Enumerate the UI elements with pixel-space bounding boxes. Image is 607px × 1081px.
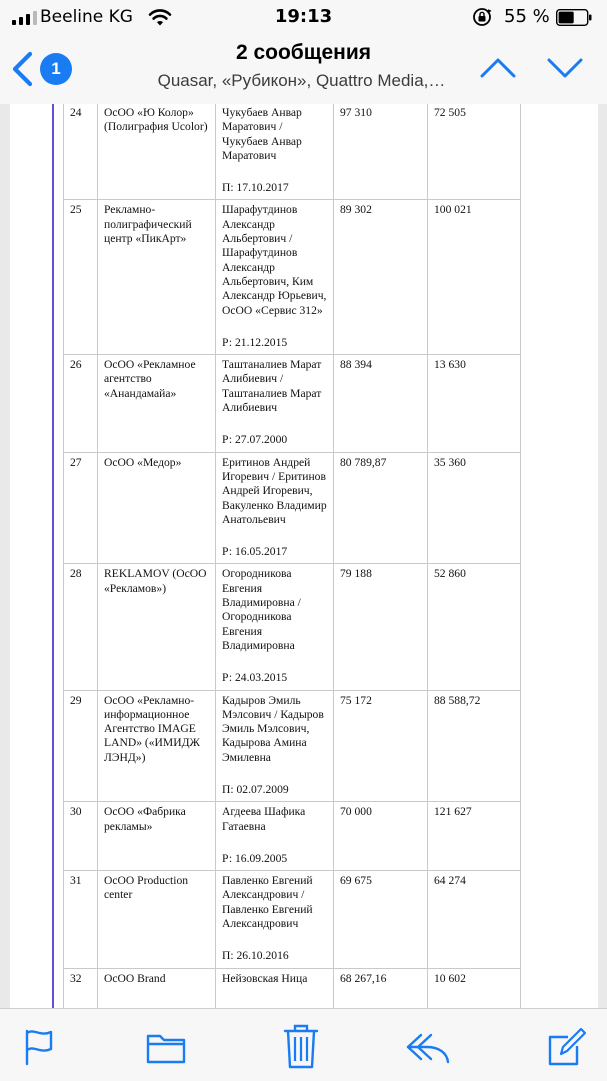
- owner-cell: [216, 452, 334, 564]
- registration-date: П: 26.10.2016: [222, 949, 289, 963]
- reply-button[interactable]: [405, 1027, 451, 1067]
- value-col-2: 88 588,72: [428, 690, 521, 802]
- battery-percent: 55 %: [504, 6, 550, 27]
- row-number: 29: [64, 690, 98, 802]
- value-col-1: 75 172: [334, 690, 428, 802]
- registration-date: П: 02.07.2009: [222, 782, 289, 796]
- document-page: [10, 104, 598, 1008]
- company-name: ОсОО Brand: [98, 968, 216, 1008]
- owner-cell: [216, 968, 334, 1008]
- owner-cell: [216, 355, 334, 452]
- owner-cell: [216, 564, 334, 690]
- row-number: 27: [64, 452, 98, 564]
- message-nav-header: [0, 34, 607, 105]
- table-row: [64, 355, 521, 452]
- owner-names: Еритинов Андрей Игоревич / Еритинов Андрей Игоревич, Вакуленко Владимир Анатольевич: [222, 455, 327, 526]
- company-name: REKLAMOV (ОсОО «Рекламов»): [98, 564, 216, 690]
- owner-cell: [216, 802, 334, 871]
- companies-table: [63, 104, 521, 1008]
- company-name: ОсОО «Ю Колор» (Полиграфия Ucolor): [98, 104, 216, 200]
- value-col-1: 97 310: [334, 104, 428, 200]
- owner-names: Кадыров Эмиль Мэлсович / Кадыров Эмиль Мэлсович, Кадырова Амина Эмилевна: [222, 693, 324, 764]
- value-col-1: 88 394: [334, 355, 428, 452]
- reply-icon: [405, 1027, 451, 1067]
- row-number: 32: [64, 968, 98, 1008]
- row-number: 25: [64, 200, 98, 355]
- compose-icon: [547, 1027, 587, 1067]
- table-row: [64, 690, 521, 802]
- company-name: ОсОО «Рекламное агентство «Анандамайа»: [98, 355, 216, 452]
- move-to-folder-button[interactable]: [145, 1027, 187, 1067]
- value-col-1: 89 302: [334, 200, 428, 355]
- table-row: [64, 104, 521, 200]
- trash-button[interactable]: [283, 1023, 319, 1069]
- flag-button[interactable]: [20, 1027, 60, 1067]
- company-name: Рекламно-полиграфический центр «ПикАрт»: [98, 200, 216, 355]
- flag-icon: [20, 1027, 60, 1067]
- row-number: 26: [64, 355, 98, 452]
- owner-cell: [216, 871, 334, 968]
- value-col-2: 72 505: [428, 104, 521, 200]
- value-col-1: 69 675: [334, 871, 428, 968]
- owner-cell: [216, 690, 334, 802]
- table-row: [64, 802, 521, 871]
- company-name: ОсОО «Рекламно-информационное Агентство IMAGE LAND» («ИМИДЖ ЛЭНД»): [98, 690, 216, 802]
- value-col-2: 100 021: [428, 200, 521, 355]
- value-col-2: 10 602: [428, 968, 521, 1008]
- value-col-2: 121 627: [428, 802, 521, 871]
- value-col-1: 80 789,87: [334, 452, 428, 564]
- next-message-button[interactable]: [546, 52, 584, 82]
- table-row: [64, 968, 521, 1008]
- attachment-viewer[interactable]: [0, 104, 607, 1008]
- company-name: ОсОО «Фабрика рекламы»: [98, 802, 216, 871]
- owner-cell: [216, 200, 334, 355]
- thread-title: 2 сообщения: [235, 41, 372, 64]
- registration-date: Р: 27.07.2000: [222, 433, 288, 447]
- clock: 19:13: [274, 6, 333, 27]
- company-name: ОсОО «Медор»: [98, 452, 216, 564]
- battery-icon: [556, 9, 592, 26]
- value-col-1: 68 267,16: [334, 968, 428, 1008]
- value-col-2: 52 860: [428, 564, 521, 690]
- trash-icon: [283, 1023, 319, 1069]
- owner-names: Таштаналиев Марат Алибиевич / Таштаналиев Марат Алибиевич: [222, 358, 322, 415]
- registration-date: Р: 16.09.2005: [222, 851, 288, 865]
- row-number: 24: [64, 104, 98, 200]
- company-name: ОсОО Production center: [98, 871, 216, 968]
- registration-date: Р: 24.03.2015: [222, 671, 288, 685]
- owner-cell: [216, 104, 334, 200]
- registration-date: Р: 21.12.2015: [222, 335, 288, 349]
- owner-names: Чукубаев Анвар Маратович / Чукубаев Анвар Маратович: [222, 106, 302, 162]
- value-col-2: 35 360: [428, 452, 521, 564]
- carrier-name: Beeline KG: [40, 7, 133, 27]
- owner-names: Павленко Евгений Александрович / Павленко Евгений Александрович: [222, 874, 313, 931]
- owner-names: Агдеева Шафика Гатаевна: [222, 805, 306, 833]
- table-row: [64, 564, 521, 690]
- value-col-2: 13 630: [428, 355, 521, 452]
- registration-date: Р: 16.05.2017: [222, 545, 288, 559]
- owner-names: Шарафутдинов Александр Альбертович / Шарафутдинов Александр Альбертович, Ким Александр Юрьевич, ОсОО «Сервис 312»: [222, 203, 327, 317]
- row-number: 30: [64, 802, 98, 871]
- rotation-lock-icon: [472, 7, 492, 27]
- unread-count-badge: 1: [40, 53, 72, 85]
- previous-message-button[interactable]: [479, 52, 517, 82]
- value-col-2: 64 274: [428, 871, 521, 968]
- folder-icon: [145, 1027, 187, 1067]
- row-number: 31: [64, 871, 98, 968]
- table-row: [64, 871, 521, 968]
- compose-button[interactable]: [547, 1027, 587, 1067]
- status-bar: [0, 0, 607, 34]
- table-row: [64, 452, 521, 564]
- table-row: [64, 200, 521, 355]
- value-col-1: 70 000: [334, 802, 428, 871]
- registration-date: П: 17.10.2017: [222, 181, 289, 195]
- owner-names: Нейзовская Ница: [222, 971, 308, 985]
- row-number: 28: [64, 564, 98, 690]
- page-margin-rule: [52, 104, 54, 1008]
- value-col-1: 79 188: [334, 564, 428, 690]
- owner-names: Огородникова Евгения Владимировна / Огородникова Евгения Владимировна: [222, 567, 301, 652]
- thread-subtitle-text: Quasar, «Рубикон», Quattro Media,…: [157, 71, 446, 90]
- bottom-toolbar: [0, 1008, 607, 1081]
